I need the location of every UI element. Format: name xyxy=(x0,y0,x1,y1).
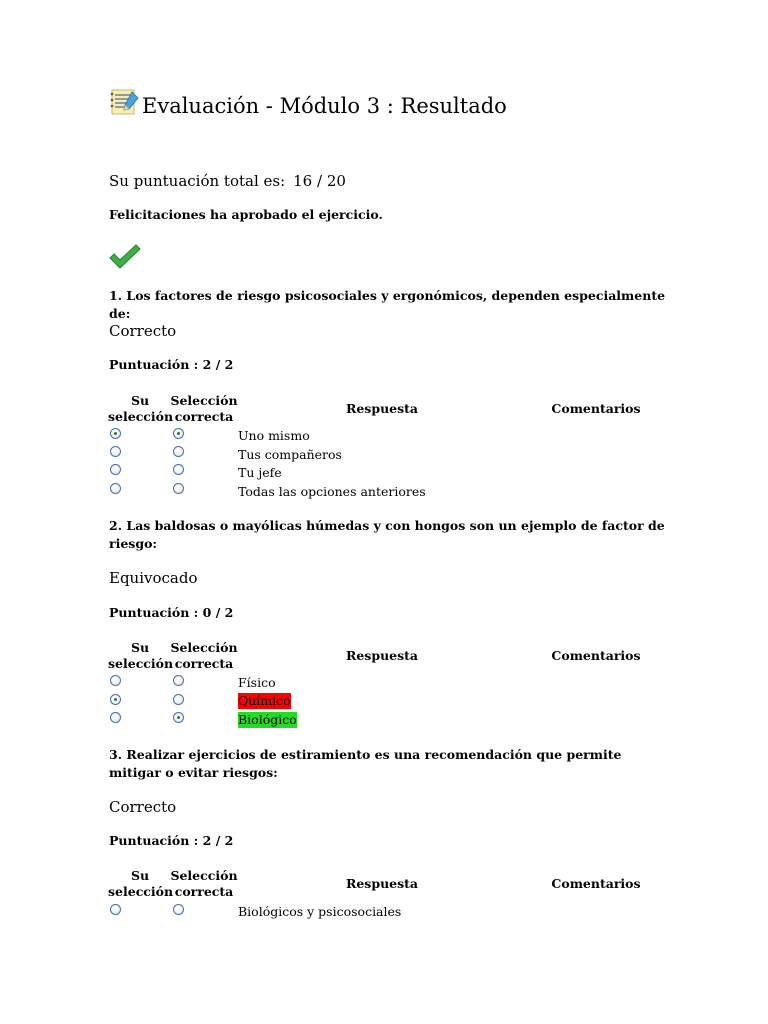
header-comentarios: Comentarios xyxy=(551,401,641,416)
q1-a2-user-radio[interactable] xyxy=(110,446,121,457)
question-2-result: Equivocado xyxy=(109,569,198,587)
notepad-pencil-icon xyxy=(108,86,142,118)
q1-a1-correct-radio[interactable] xyxy=(173,428,184,439)
congratulations-message: Felicitaciones ha aprobado el ejercicio. xyxy=(109,207,383,222)
q1-a2-correct-radio[interactable] xyxy=(173,446,184,457)
q2-answer-1: Físico xyxy=(238,675,276,690)
total-score xyxy=(109,172,346,190)
header-respuesta: Respuesta xyxy=(345,648,419,663)
question-3-points: Puntuación : 2 / 2 xyxy=(109,833,234,848)
q2-answer-3-correct: Biológico xyxy=(238,712,297,727)
question-1-points: Puntuación : 2 / 2 xyxy=(109,357,234,372)
question-2-points: Puntuación : 0 / 2 xyxy=(109,605,234,620)
q1-a3-user-radio[interactable] xyxy=(110,464,121,475)
q1-a4-correct-radio[interactable] xyxy=(173,483,184,494)
header-su-seleccion: Su selección xyxy=(108,393,174,424)
question-3-result: Correcto xyxy=(109,798,177,816)
header-su-seleccion: Su selección xyxy=(108,640,174,671)
q2-a3-correct-radio[interactable] xyxy=(173,712,184,723)
q1-answer-4: Todas las opciones anteriores xyxy=(238,484,426,499)
q1-a4-user-radio[interactable] xyxy=(110,483,121,494)
green-checkmark-icon xyxy=(108,243,142,270)
q3-a1-user-radio[interactable] xyxy=(110,904,121,915)
header-seleccion-correcta: Selección correcta xyxy=(170,640,238,671)
header-seleccion-correcta: Selección correcta xyxy=(170,868,238,899)
header-comentarios: Comentarios xyxy=(551,648,641,663)
total-score-label: Su puntuación total es: xyxy=(109,172,286,190)
q3-a1-correct-radio[interactable] xyxy=(173,904,184,915)
header-su-seleccion: Su selección xyxy=(108,868,174,899)
q1-a3-correct-radio[interactable] xyxy=(173,464,184,475)
q1-answer-1: Uno mismo xyxy=(238,428,310,443)
question-1-result: Correcto xyxy=(109,322,177,340)
header-seleccion-correcta: Selección correcta xyxy=(170,393,238,424)
q2-a2-user-radio[interactable] xyxy=(110,694,121,705)
q2-a1-user-radio[interactable] xyxy=(110,675,121,686)
header-respuesta: Respuesta xyxy=(345,876,419,891)
question-1-text: 1. Los factores de riesgo psicosociales y ergonómicos, dependen especialmente de: xyxy=(109,288,666,321)
q3-answer-1: Biológicos y psicosociales xyxy=(238,904,402,919)
q1-a1-user-radio[interactable] xyxy=(110,428,121,439)
page-title: Evaluación - Módulo 3 : Resultado xyxy=(142,94,507,118)
total-score-value: 16 / 20 xyxy=(293,172,346,190)
q1-answer-2: Tus compañeros xyxy=(238,447,342,462)
question-2-text: 2. Las baldosas o mayólicas húmedas y con hongos son un ejemplo de factor de riesgo: xyxy=(109,518,665,551)
q1-answer-3: Tu jefe xyxy=(238,465,282,480)
q2-answer-2-wrong: Químico xyxy=(238,693,291,708)
q2-a1-correct-radio[interactable] xyxy=(173,675,184,686)
header-respuesta: Respuesta xyxy=(345,401,419,416)
question-3-text: 3. Realizar ejercicios de estiramiento es una recomendación que permite mitigar o evitar riesgos: xyxy=(109,747,622,780)
header-comentarios: Comentarios xyxy=(551,876,641,891)
q2-a2-correct-radio[interactable] xyxy=(173,694,184,705)
q2-a3-user-radio[interactable] xyxy=(110,712,121,723)
